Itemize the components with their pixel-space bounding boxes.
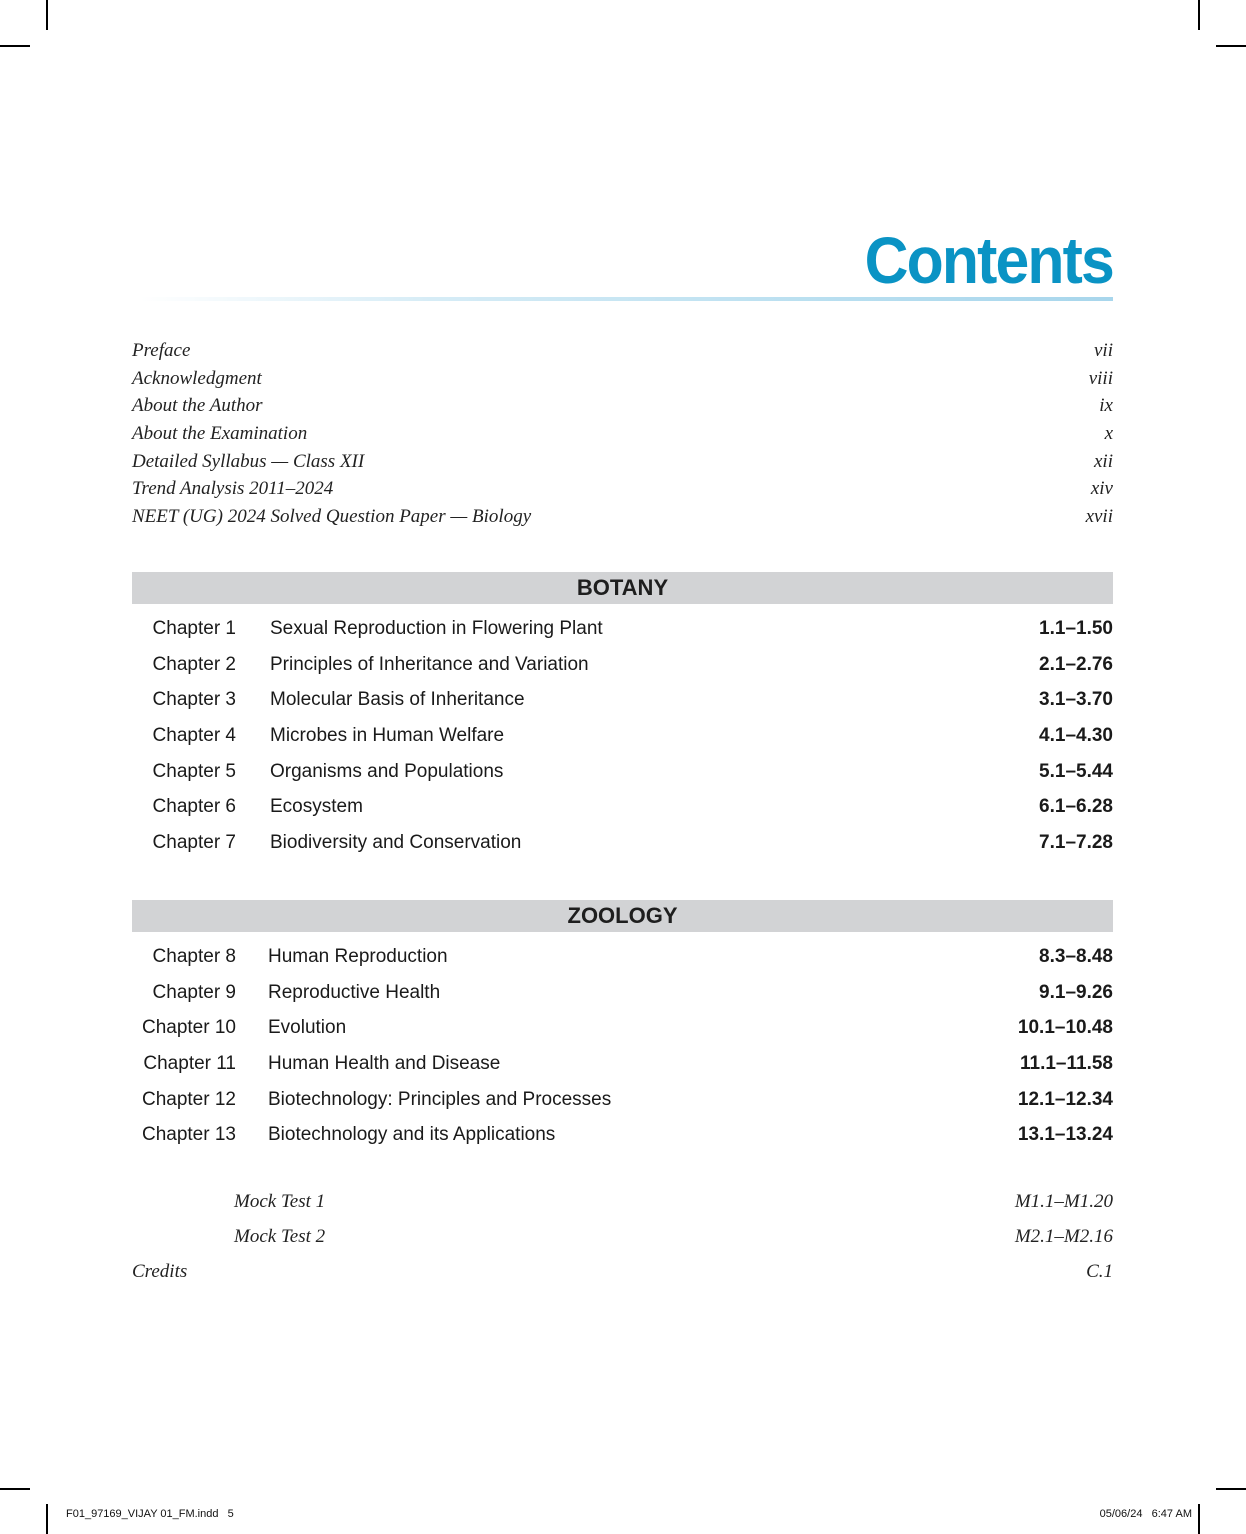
entry-label: NEET (UG) 2024 Solved Question Paper — Biology — [132, 506, 532, 528]
chapter-number: Chapter 3 — [152, 689, 236, 711]
zoology-chapter-list — [132, 939, 1113, 1153]
chapter-row[interactable] — [132, 939, 1113, 975]
chapter-number: Chapter 4 — [152, 725, 236, 747]
chapter-row[interactable] — [132, 647, 1113, 683]
toc-entry[interactable] — [132, 1219, 1113, 1254]
chapter-pages: 9.1–9.26 — [1039, 981, 1113, 1003]
chapter-row[interactable] — [132, 1010, 1113, 1046]
chapter-pages: 4.1–4.30 — [1039, 725, 1113, 747]
chapter-title: Ecosystem — [270, 796, 363, 818]
section-heading-zoology: ZOOLOGY — [132, 900, 1113, 932]
chapter-title: Biotechnology: Principles and Processes — [268, 1088, 612, 1110]
chapter-pages: 7.1–7.28 — [1039, 832, 1113, 854]
section-heading-botany: BOTANY — [132, 572, 1113, 604]
chapter-pages: 11.1–11.58 — [1020, 1053, 1113, 1075]
chapter-row[interactable] — [132, 975, 1113, 1011]
title-underline — [140, 297, 1113, 301]
toc-entry[interactable] — [132, 1184, 1113, 1219]
entry-page: M2.1–M2.16 — [1014, 1226, 1113, 1247]
chapter-row[interactable] — [132, 1046, 1113, 1082]
entry-page: ix — [1099, 395, 1113, 417]
crop-mark — [0, 45, 30, 47]
crop-mark — [46, 1504, 48, 1534]
chapter-pages: 5.1–5.44 — [1039, 760, 1113, 782]
chapter-title: Microbes in Human Welfare — [270, 725, 505, 747]
chapter-row[interactable] — [132, 682, 1113, 718]
back-matter-list — [132, 1184, 1113, 1289]
toc-entry[interactable] — [132, 1254, 1113, 1289]
chapter-number: Chapter 5 — [152, 760, 236, 782]
chapter-row[interactable] — [132, 1082, 1113, 1118]
entry-label: Acknowledgment — [132, 367, 262, 389]
chapter-pages: 1.1–1.50 — [1039, 618, 1113, 639]
entry-label: Mock Test 1 — [234, 1191, 326, 1212]
entry-page: xiv — [1090, 478, 1113, 500]
chapter-row[interactable] — [132, 789, 1113, 825]
slug-timestamp: 05/06/24 6:47 AM — [1099, 1508, 1192, 1520]
chapter-title: Human Reproduction — [268, 946, 448, 967]
entry-page: x — [1104, 423, 1113, 445]
chapter-pages: 12.1–12.34 — [1017, 1088, 1113, 1110]
crop-mark — [1216, 45, 1246, 47]
toc-entry[interactable] — [132, 392, 1113, 420]
chapter-row[interactable] — [132, 754, 1113, 790]
toc-entry[interactable] — [132, 337, 1113, 365]
crop-mark — [46, 0, 48, 30]
entry-page: vii — [1094, 340, 1113, 361]
botany-chapter-list — [132, 611, 1113, 861]
chapter-pages: 3.1–3.70 — [1039, 689, 1113, 711]
entry-label: Preface — [132, 340, 191, 361]
chapter-title: Principles of Inheritance and Variation — [270, 653, 589, 675]
entry-label: About the Author — [132, 395, 263, 417]
crop-mark — [0, 1488, 30, 1490]
toc-entry[interactable] — [132, 503, 1113, 531]
chapter-title: Human Health and Disease — [268, 1053, 501, 1075]
slug-filename: F01_97169_VIJAY 01_FM.indd 5 — [66, 1508, 234, 1520]
entry-label: Trend Analysis 2011–2024 — [132, 478, 334, 500]
chapter-number: Chapter 6 — [152, 796, 236, 818]
chapter-number: Chapter 7 — [152, 832, 236, 854]
chapter-number: Chapter 12 — [141, 1088, 236, 1110]
chapter-number: Chapter 10 — [141, 1017, 236, 1039]
toc-entry[interactable] — [132, 365, 1113, 393]
chapter-title: Evolution — [268, 1017, 347, 1039]
chapter-pages: 13.1–13.24 — [1017, 1124, 1113, 1146]
chapter-row[interactable] — [132, 611, 1113, 647]
chapter-title: Reproductive Health — [268, 981, 441, 1003]
entry-page: M1.1–M1.20 — [1014, 1191, 1113, 1212]
chapter-row[interactable] — [132, 718, 1113, 754]
chapter-pages: 2.1–2.76 — [1039, 653, 1113, 675]
chapter-pages: 8.3–8.48 — [1039, 946, 1113, 967]
entry-label: Detailed Syllabus — Class XII — [132, 450, 365, 472]
chapter-number: Chapter 2 — [152, 653, 236, 675]
chapter-number: Chapter 13 — [141, 1124, 236, 1146]
toc-entry[interactable] — [132, 448, 1113, 476]
chapter-number: Chapter 1 — [152, 618, 236, 639]
front-matter-list — [132, 337, 1113, 531]
chapter-title: Organisms and Populations — [270, 760, 504, 782]
chapter-number: Chapter 8 — [152, 946, 236, 967]
entry-page: viii — [1088, 367, 1113, 389]
chapter-number: Chapter 9 — [152, 981, 236, 1003]
entry-label: Credits — [132, 1261, 188, 1282]
toc-entry[interactable] — [132, 420, 1113, 448]
chapter-title: Biodiversity and Conservation — [270, 832, 522, 854]
chapter-title: Sexual Reproduction in Flowering Plant — [270, 618, 603, 639]
chapter-pages: 6.1–6.28 — [1039, 796, 1113, 818]
entry-page: xvii — [1085, 506, 1113, 528]
chapter-title: Molecular Basis of Inheritance — [270, 689, 525, 711]
crop-mark — [1198, 0, 1200, 30]
entry-label: About the Examination — [132, 423, 308, 445]
page-title: Contents — [864, 223, 1113, 297]
entry-page: C.1 — [1086, 1261, 1113, 1282]
chapter-pages: 10.1–10.48 — [1017, 1017, 1113, 1039]
entry-label: Mock Test 2 — [234, 1226, 326, 1247]
chapter-number: Chapter 11 — [143, 1053, 236, 1075]
crop-mark — [1198, 1504, 1200, 1534]
chapter-title: Biotechnology and its Applications — [268, 1124, 556, 1146]
chapter-row[interactable] — [132, 825, 1113, 861]
chapter-row[interactable] — [132, 1117, 1113, 1153]
crop-mark — [1216, 1488, 1246, 1490]
entry-page: xii — [1094, 450, 1113, 472]
toc-entry[interactable] — [132, 475, 1113, 503]
